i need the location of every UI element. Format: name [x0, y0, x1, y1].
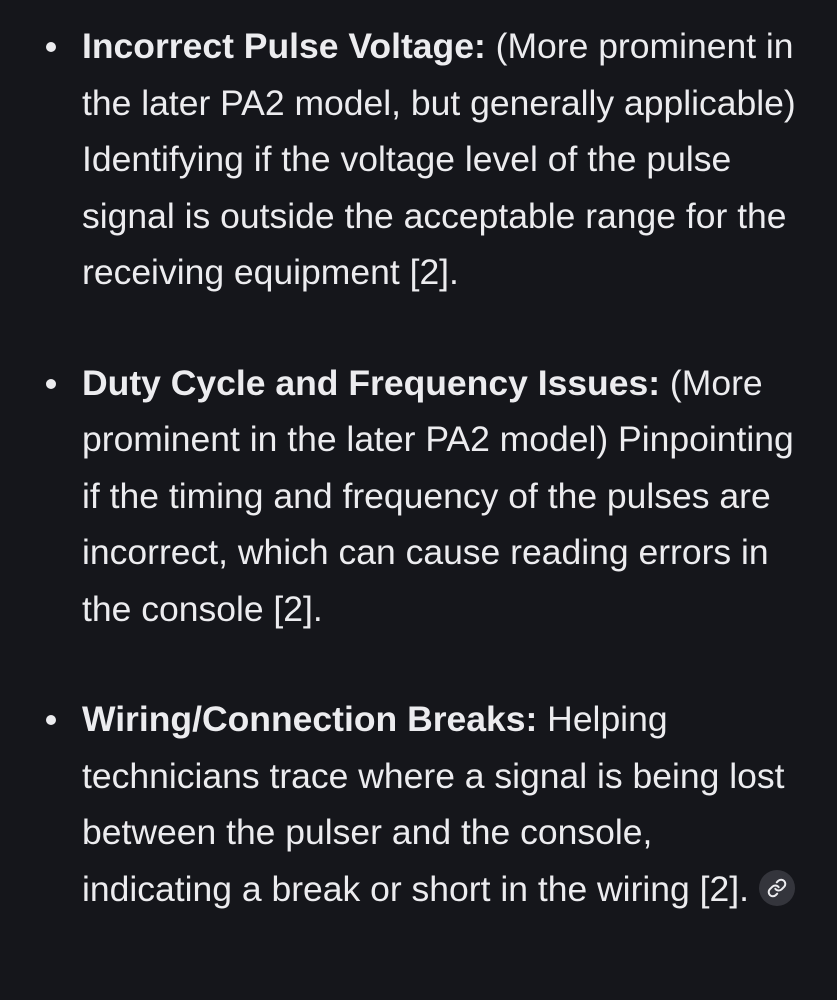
item-term: Incorrect Pulse Voltage:	[82, 26, 486, 66]
item-text: (More prominent in the later PA2 model) Pinpointing if the timing and frequency of the pulses are incorrect, which can cause reading errors in the console [2].	[82, 362, 794, 629]
item-term: Duty Cycle and Frequency Issues:	[82, 362, 661, 403]
bullet-list	[82, 18, 797, 917]
source-link-button[interactable]	[759, 870, 795, 906]
list-item	[82, 691, 797, 917]
list-item	[82, 18, 797, 301]
item-term: Wiring/Connection Breaks:	[82, 699, 538, 739]
item-text: Helping technicians trace where a signal is being lost between the pulser and the console, indicating a break or short in the wiring [2].	[82, 699, 785, 909]
item-text: (More prominent in the later PA2 model, but generally applicable) Identifying if the voltage level of the pulse signal is outside the acceptable range for the receiving equipment [2].	[82, 26, 796, 292]
link-icon	[767, 878, 787, 898]
list-item	[82, 355, 797, 638]
